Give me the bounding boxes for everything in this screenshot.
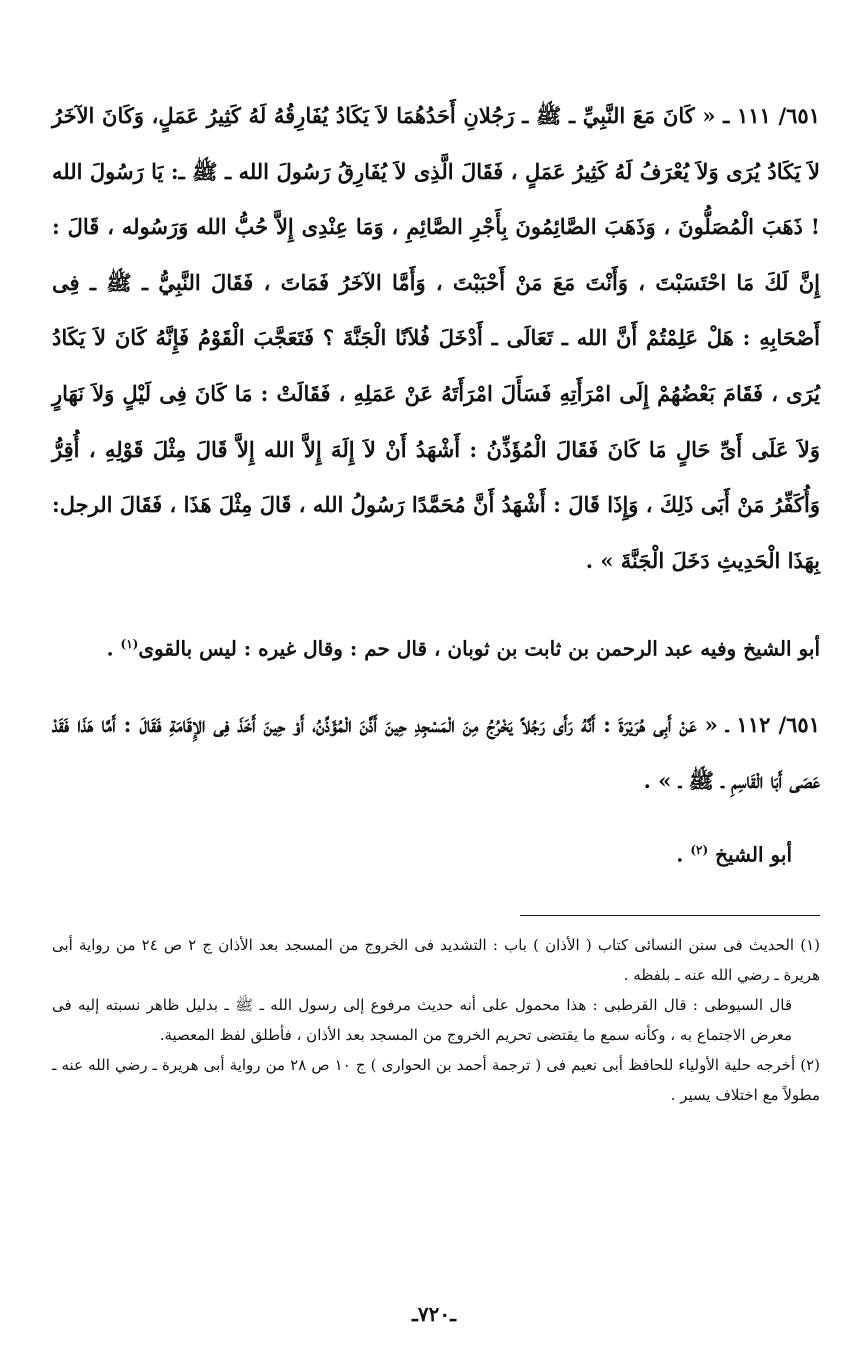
footnote-divider (520, 915, 820, 916)
footnotes (52, 930, 820, 1110)
hadith-112-source-text (52, 824, 792, 881)
footnote-ref-1[interactable]: (١) (120, 637, 139, 652)
hadith-112-source (52, 824, 820, 881)
hadith-111-source-text (52, 618, 820, 675)
page-number: ـ٧٢٠ـ (412, 1302, 456, 1326)
source-111-text: أبو الشيخ وفيه عبد الرحمن بن ثابت بن ثوبان ، قال حم : وقال غيره : ليس بالقوى (138, 637, 820, 661)
source-111-end: . (106, 637, 121, 661)
footnote-1-commentary: قال السيوطى : قال القرطبى : هذا محمول على أنه حديث مرفوع إلى رسول الله ـ ﷺ ـ بدليل ظاهر نسبته إليه فى معرض الاجتماع به ، وكأنه سمع ما يقتضى تحريم الخروج من المسجد بعد الأذان ، فأطلق لفظ المعصية. (52, 995, 792, 1044)
source-112-end: . (676, 842, 691, 867)
source-112-text: أبو الشيخ (715, 842, 792, 867)
footnote-2: (٢) أخرجه حلية الأولياء للحافظ أبى نعيم فى ( ترجمة أحمد بن الحوارى ) ج ١٠ ص ٢٨ من رواية أبى هريرة ـ رضي الله عنه ـ مطولاً مع اختلاف يسير . (52, 1055, 821, 1104)
hadith-111 (52, 88, 820, 588)
hadith-111-text: ٦٥١/ ١١١ ـ « كَانَ مَعَ النَّبِيِّ ـ ﷺ ـ رَجُلانِ أَحَدُهُمَا لاَ يَكَادُ يُفَارِقُهُ لَهُ كَثِيرُ عَمَلٍ، وَكَانَ الآخَرُ لاَ يَكَادُ يُرَى وَلاَ يُعْرَفُ لَهُ كَثِيرُ عَمَلٍ ، فَقَالَ الَّذِى لاَ يُفَارِقُ رَسُولَ الله ـ ﷺ ـ: يَا رَسُولَ الله ! ذَهَبَ الْمُصَلُّونَ ، وَذَهَبَ الصَّائِمُونَ بِأَجْرِ الصَّائِمِ ، وَمَا عِنْدِى إِلاَّ حُبُّ الله وَرَسُوله ، قَالَ : إِنَّ لَكَ مَا احْتَسَبْتَ ، وَأَنْتَ مَعَ مَنْ أَحْبَبْتَ ، وَأَمَّا الآخَرُ فَمَاتَ ، فَقَالَ النَّبِيُّ ـ ﷺ ـ فِى أَصْحَابِهِ : هَلْ عَلِمْتُمْ أَنَّ الله ـ تَعَالَى ـ أَدْخَلَ فُلاَنًا الْجَنَّةَ ؟ فَتَعَجَّبَ الْقَوْمُ فَإِنَّهُ كَانَ لاَ يَكَادُ يُرَى ، فَقَامَ بَعْضُهُمْ إِلَى امْرَأَتِهِ فَسَأَلَ امْرَأَتَهُ عَنْ عَمَلِهِ ، فَقَالَتْ : مَا كَانَ فِى لَيْلٍ وَلاَ نَهَارٍ وَلاَ عَلَى أَىِّ حَالٍ مَا كَانَ فَقَالَ الْمُؤَذِّنُ : أَشْهَدُ أَنْ لاَ إِلَهَ إِلاَّ الله إِلاَّ قَالَ مِثْلَ قَوْلِهِ ، أُقِرُّ وَأُكَفِّرُ مَنْ أَبَى ذَلِكَ ، وَإِذَا قَالَ : أَشْهَدُ أَنَّ مُحَمَّدًا رَسُولُ الله ، قَالَ مِثْلَ هَذَا ، فَقَالَ الرجل: بِهَذَا الْحَدِيثِ دَخَلَ الْجَنَّةَ » . (52, 103, 820, 573)
hadith-112-text: ٦٥١/ ١١٢ ـ « عَنْ أَبِى هُرَيْرَةَ : أَنَّهُ رَأَى رَجُلاً يَخْرُجُ مِنَ الْمَسْجِدِ حِينَ أَذَّنَ الْمُؤَذِّنُ، أَوْ حِينَ أَخَذَ فِى الإِقَامَةِ فَقَالَ : أَمَّا هَذَا فَقَدْ عَصَى أَبَا الْقَاسِمِ ـ ﷺ ـ » . (52, 712, 820, 793)
footnote-1: (١) الحديث فى سنن النسائى كتاب ( الأذان ) باب : التشديد فى الخروج من المسجد بعد الأذان ج ٢ ص ٢٤ من رواية أبى هريرة ـ رضي الله عنه ـ بلفظه . (52, 935, 821, 984)
hadith-112 (52, 697, 820, 808)
hadith-111-source (52, 618, 820, 675)
footnote-ref-2[interactable]: (٢) (690, 843, 709, 858)
